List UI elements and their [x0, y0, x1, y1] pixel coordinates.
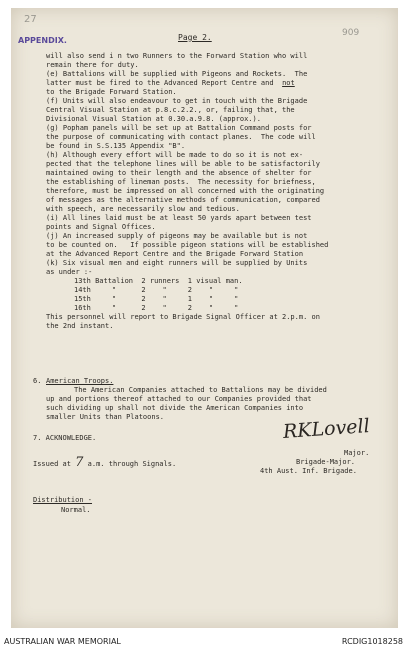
section-6-heading: American Troops. [46, 377, 114, 385]
body-line: (k) Six visual men and eight runners will be supplied by Units [46, 259, 308, 267]
section-6-line: up and portions thereof attached to our Companies provided that [46, 395, 312, 403]
appendix-stamp: APPENDIX. [18, 36, 67, 45]
signature-text: RKLovell [282, 415, 371, 443]
body-line: will also send i n two Runners to the Forward Station who will [46, 52, 308, 60]
issued-time: 7 [75, 455, 84, 470]
body-line: the 2nd instant. [46, 322, 114, 330]
footer-record-id: RCDIG1018258 [341, 637, 403, 646]
pencil-number-left: 27 [24, 14, 37, 25]
body-line: This personnel will report to Brigade Signal Officer at 2.p.m. on [46, 313, 320, 321]
body-line: (h) Although every effort will be made to do so it is not ex- [46, 151, 304, 159]
body-line: the purpose of communicating with contact planes. The code will [46, 133, 316, 141]
not-emphasis: not [282, 79, 295, 87]
brigade-name: 4th Aust. Inf. Brigade. [260, 467, 357, 475]
body-line: (i) All lines laid must be at least 50 yards apart between test [46, 214, 312, 222]
body-line: (g) Popham panels will be set up at Battalion Command posts for [46, 124, 312, 132]
body-line: the establishing of lineman posts. The necessity for briefness, [46, 178, 316, 186]
body-line: to be counted on. If possible pigeon stations will be established [46, 241, 329, 249]
body-line: as under :- [46, 268, 93, 276]
signature-rank: Major. [344, 449, 370, 457]
section-6-line: such dividing up shall not divide the American Companies into [46, 404, 304, 412]
body-line: latter must be fired to the Advanced Report Centre and [46, 79, 274, 87]
table-row: 14th " 2 " 2 " " [74, 286, 239, 294]
issued-line [33, 455, 177, 470]
body-line: Central Visual Station at p.8.c.2.2., or, failing that, the [46, 106, 295, 114]
body-line: pected that the telephone lines will be able to be satisfactorily [46, 160, 320, 168]
body-line: Divisional Visual Station at 0.30.a.9.8. (approx.). [46, 115, 261, 123]
issued-prefix: Issued at [33, 460, 71, 468]
section-7-acknowledge: 7. ACKNOWLEDGE. [33, 434, 97, 442]
table-row: 13th Battalion 2 runners 1 visual man. [74, 277, 243, 285]
body-line: of messages as the alternative methods of communication, compared [46, 196, 320, 204]
body-line: with speech, are necessarily slow and tedious. [46, 205, 240, 213]
issued-suffix: a.m. through Signals. [87, 460, 177, 468]
body-line: (e) Battalions will be supplied with Pigeons and Rockets. The [46, 70, 308, 78]
distribution-value: Normal. [61, 506, 91, 514]
pencil-number-right: 909 [342, 28, 360, 38]
body-line: to the Brigade Forward Station. [46, 88, 177, 96]
section-6-line: The American Companies attached to Battalions may be divided [74, 386, 327, 394]
body-line: be found in S.S.135 Appendix "B". [46, 142, 186, 150]
section-6-number: 6. [33, 377, 42, 385]
body-line: maintained owing to their length and the absence of shelter for [46, 169, 312, 177]
body-line: remain there for duty. [46, 61, 139, 69]
table-row: 16th " 2 " 2 " " [74, 304, 239, 312]
body-line: (f) Units will also endeavour to get in touch with the Brigade [46, 97, 308, 105]
signature-title: Brigade-Major. [296, 458, 356, 466]
section-6-line: smaller Units than Platoons. [46, 413, 165, 421]
body-line: points and Signal Offices. [46, 223, 156, 231]
body-line: at the Advanced Report Centre and the Brigade Forward Station [46, 250, 304, 258]
body-line: (j) An increased supply of pigeons may be available but is not [46, 232, 308, 240]
distribution-label: Distribution - [33, 496, 93, 504]
page-number: Page 2. [178, 33, 212, 42]
footer-archive-name: AUSTRALIAN WAR MEMORIAL [4, 637, 121, 646]
body-line: therefore, must be impressed on all concerned with the originating [46, 187, 325, 195]
table-row: 15th " 2 " 1 " " [74, 295, 239, 303]
